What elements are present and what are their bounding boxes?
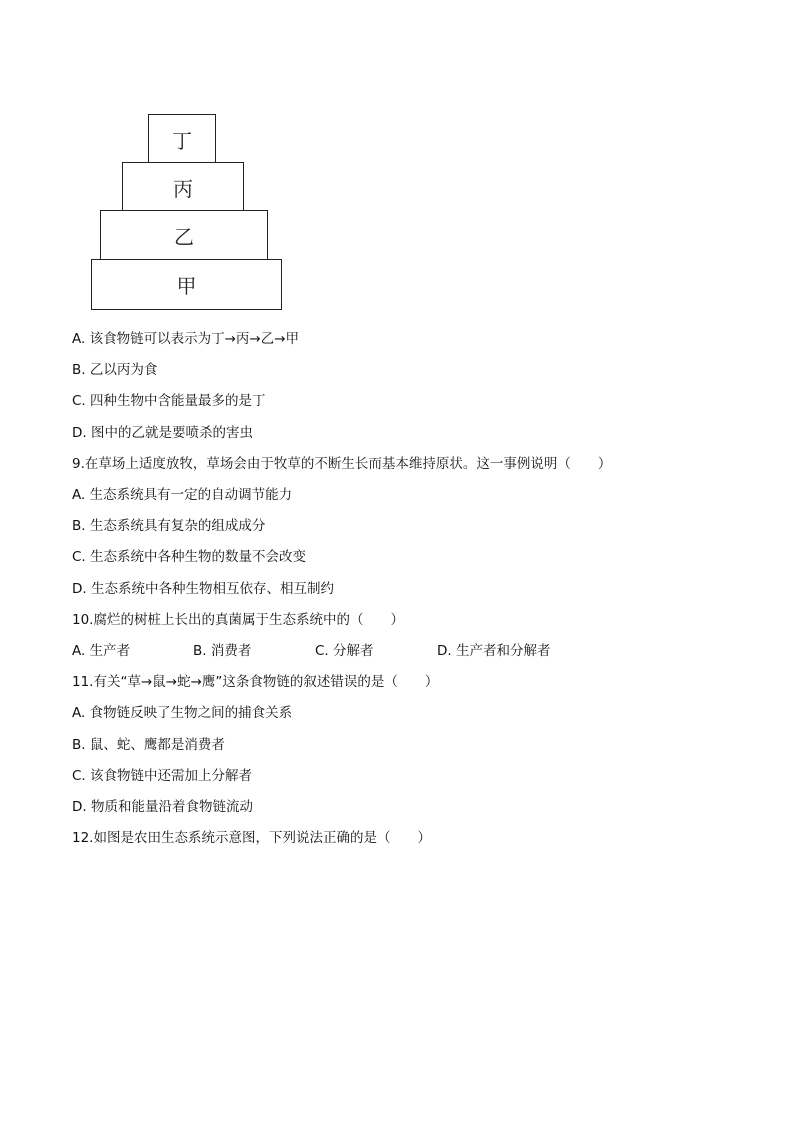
pyramid-level-bing: 丙 — [122, 162, 244, 212]
q8-option-c: C. 四种生物中含能量最多的是丁 — [72, 393, 266, 409]
q9-option-b: B. 生态系统具有复杂的组成成分 — [72, 518, 266, 534]
q10-option-c: C. 分解者 — [315, 643, 374, 659]
q8-option-d: D. 图中的乙就是要喷杀的害虫 — [72, 425, 253, 441]
q12-stem: 12.如图是农田生态系统示意图，下列说法正确的是（ ） — [72, 830, 431, 846]
q10-option-a: A. 生产者 — [72, 643, 131, 659]
q9-option-a: A. 生态系统具有一定的自动调节能力 — [72, 487, 293, 503]
q8-option-a: A. 该食物链可以表示为丁→丙→乙→甲 — [72, 331, 300, 347]
q8-option-b: B. 乙以丙为食 — [72, 362, 158, 378]
pyramid-level-yi: 乙 — [100, 210, 268, 261]
q11-option-b: B. 鼠、蛇、鹰都是消费者 — [72, 737, 225, 753]
pyramid-level-jia: 甲 — [91, 259, 282, 310]
q11-option-a: A. 食物链反映了生物之间的捕食关系 — [72, 705, 293, 721]
q10-option-b: B. 消费者 — [193, 643, 252, 659]
q9-stem: 9.在草场上适度放牧，草场会由于牧草的不断生长而基本维持原状。这一事例说明（ ） — [72, 456, 612, 472]
q10-option-d: D. 生产者和分解者 — [437, 643, 551, 659]
pyramid-level-ding: 丁 — [148, 114, 216, 164]
q9-option-d: D. 生态系统中各种生物相互依存、相互制约 — [72, 581, 334, 597]
q10-stem: 10.腐烂的树桩上长出的真菌属于生态系统中的（ ） — [72, 612, 404, 628]
q11-option-d: D. 物质和能量沿着食物链流动 — [72, 799, 253, 815]
q9-option-c: C. 生态系统中各种生物的数量不会改变 — [72, 549, 307, 565]
q11-stem: 11.有关“草→鼠→蛇→鹰”这条食物链的叙述错误的是（ ） — [72, 674, 439, 690]
q11-option-c: C. 该食物链中还需加上分解者 — [72, 768, 253, 784]
